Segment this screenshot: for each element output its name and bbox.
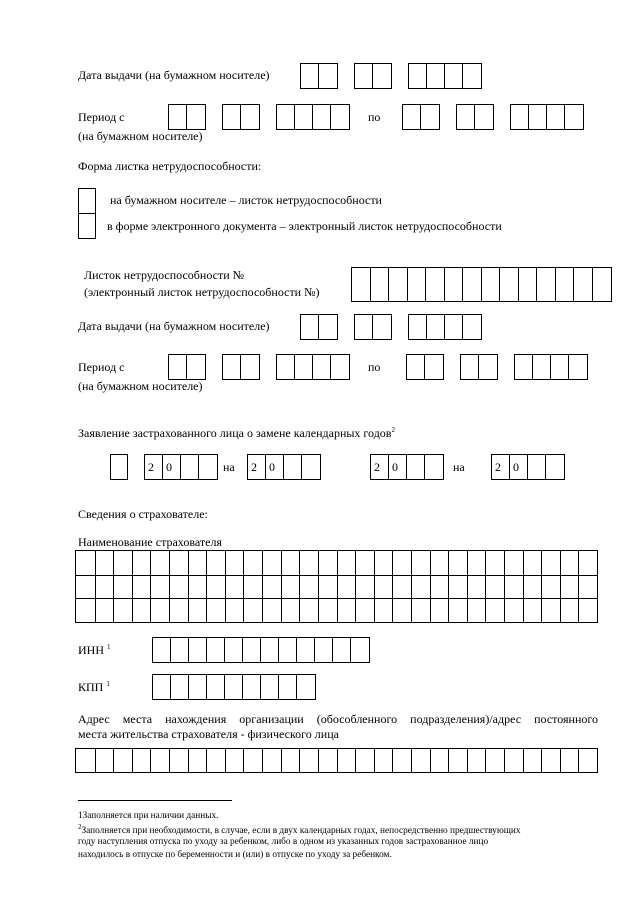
grid-column-line bbox=[523, 551, 524, 622]
grid-column-line bbox=[578, 749, 579, 772]
grid-column-line bbox=[150, 551, 151, 622]
grid-column-line bbox=[560, 749, 561, 772]
grid-column-line bbox=[113, 749, 114, 772]
grid-column-line bbox=[337, 551, 338, 622]
grid-column-line bbox=[281, 749, 282, 772]
grid-column-line bbox=[374, 749, 375, 772]
grid-column-line bbox=[578, 551, 579, 622]
address-label-line-1: Адрес места нахождения организации (обособленного подразделения)/адрес постоянного bbox=[78, 712, 598, 726]
grid-column-line bbox=[504, 551, 505, 622]
address-field[interactable] bbox=[75, 748, 598, 773]
grid-column-line bbox=[541, 749, 542, 772]
grid-column-line bbox=[430, 749, 431, 772]
grid-column-line bbox=[169, 749, 170, 772]
grid-column-line bbox=[281, 551, 282, 622]
year-3-digit-1: 2 bbox=[371, 455, 389, 479]
sheet-period-to-year-field[interactable] bbox=[514, 354, 588, 380]
address-label-line-2: места жительства страхователя - физического лица bbox=[78, 727, 339, 741]
inn-label-text: ИНН bbox=[78, 643, 104, 657]
year-3-field[interactable] bbox=[370, 454, 444, 480]
footnote-divider bbox=[78, 800, 232, 801]
grid-column-line bbox=[392, 749, 393, 772]
inn-label bbox=[78, 643, 111, 658]
kpp-label-text: КПП bbox=[78, 680, 104, 694]
sheet-period-note: (на бумажном носителе) bbox=[78, 379, 203, 393]
grid-column-line bbox=[243, 551, 244, 622]
grid-column-line bbox=[467, 551, 468, 622]
grid-column-line bbox=[132, 749, 133, 772]
option-electronic-checkbox[interactable] bbox=[78, 213, 96, 239]
issue-date-label: Дата выдачи (на бумажном носителе) bbox=[78, 68, 270, 82]
sheet-number-sublabel: (электронный листок нетрудоспособности №) bbox=[84, 285, 320, 299]
period-from-label: Период с bbox=[78, 110, 125, 124]
grid-column-line bbox=[243, 749, 244, 772]
on-label-2: на bbox=[453, 460, 465, 474]
grid-column-line bbox=[411, 749, 412, 772]
grid-column-line bbox=[560, 551, 561, 622]
sheet-issue-date-label: Дата выдачи (на бумажном носителе) bbox=[78, 319, 270, 333]
year-4-field[interactable] bbox=[491, 454, 565, 480]
year-2-field[interactable] bbox=[247, 454, 321, 480]
period-from-day-field[interactable] bbox=[168, 104, 206, 130]
grid-column-line bbox=[523, 749, 524, 772]
footnote-mark-2: 2 bbox=[391, 426, 395, 434]
year-2-digit-1: 2 bbox=[248, 455, 266, 479]
form-type-title: Форма листка нетрудоспособности: bbox=[78, 159, 262, 173]
grid-column-line bbox=[206, 551, 207, 622]
grid-column-line bbox=[318, 551, 319, 622]
grid-column-line bbox=[541, 551, 542, 622]
grid-column-line bbox=[95, 551, 96, 622]
sheet-number-label: Листок нетрудоспособности № bbox=[84, 268, 245, 282]
grid-column-line bbox=[95, 749, 96, 772]
period-from-year-field[interactable] bbox=[276, 104, 350, 130]
replacement-title bbox=[78, 426, 395, 441]
year-4-digit-1: 2 bbox=[492, 455, 510, 479]
year-1-field[interactable] bbox=[144, 454, 218, 480]
issue-year-field[interactable] bbox=[408, 63, 482, 89]
footnote-2-line-1-text: Заполняется при необходимости, в случае, если в двух календарных годах, непосредственно предшествующих bbox=[81, 826, 521, 837]
sheet-period-from-day-field[interactable] bbox=[168, 354, 206, 380]
sheet-period-from-year-field[interactable] bbox=[276, 354, 350, 380]
sheet-number-field[interactable] bbox=[351, 267, 612, 302]
grid-column-line bbox=[485, 749, 486, 772]
period-to-label: по bbox=[368, 110, 381, 124]
kpp-field[interactable] bbox=[152, 674, 316, 700]
insurer-name-label: Наименование страхователя bbox=[78, 535, 222, 549]
sheet-issue-year-field[interactable] bbox=[408, 314, 482, 340]
sheet-period-from-month-field[interactable] bbox=[222, 354, 260, 380]
grid-column-line bbox=[355, 551, 356, 622]
grid-column-line bbox=[169, 551, 170, 622]
period-from-month-field[interactable] bbox=[222, 104, 260, 130]
grid-column-line bbox=[430, 551, 431, 622]
insurer-title: Сведения о страхователе: bbox=[78, 507, 208, 521]
year-2-digit-2: 0 bbox=[266, 455, 284, 479]
option-paper-label: на бумажном носителе – листок нетрудоспособности bbox=[110, 193, 382, 207]
grid-column-line bbox=[374, 551, 375, 622]
inn-field[interactable] bbox=[152, 637, 370, 663]
grid-column-line bbox=[318, 749, 319, 772]
period-to-year-field[interactable] bbox=[510, 104, 584, 130]
grid-column-line bbox=[485, 551, 486, 622]
year-1-digit-1: 2 bbox=[145, 455, 163, 479]
sheet-period-to-label: по bbox=[368, 360, 381, 374]
grid-column-line bbox=[392, 551, 393, 622]
replacement-title-text: Заявление застрахованного лица о замене календарных годов bbox=[78, 426, 392, 440]
footnote-2-mark: 2 bbox=[78, 823, 82, 831]
grid-column-line bbox=[150, 749, 151, 772]
footnote-1: 1Заполняется при наличии данных. bbox=[78, 811, 219, 821]
grid-column-line bbox=[299, 551, 300, 622]
grid-column-line bbox=[448, 551, 449, 622]
sheet-issue-day-field[interactable] bbox=[300, 314, 338, 340]
grid-row-line bbox=[76, 575, 597, 576]
grid-column-line bbox=[337, 749, 338, 772]
grid-column-line bbox=[504, 749, 505, 772]
grid-column-line bbox=[355, 749, 356, 772]
sheet-issue-month-field[interactable] bbox=[354, 314, 392, 340]
sheet-period-to-month-field[interactable] bbox=[460, 354, 498, 380]
year-4-digit-2: 0 bbox=[510, 455, 528, 479]
option-electronic-label: в форме электронного документа – электронный листок нетрудоспособности bbox=[107, 219, 502, 233]
grid-column-line bbox=[206, 749, 207, 772]
issue-month-field[interactable] bbox=[354, 63, 392, 89]
grid-column-line bbox=[225, 749, 226, 772]
on-label-1: на bbox=[223, 460, 235, 474]
grid-column-line bbox=[113, 551, 114, 622]
footnote-2-line-3: находилось в отпуске по беременности и (или) в отпуске по уходу за ребенком. bbox=[78, 850, 392, 860]
grid-column-line bbox=[299, 749, 300, 772]
kpp-footnote-mark: 1 bbox=[106, 680, 110, 688]
grid-column-line bbox=[262, 749, 263, 772]
option-paper-checkbox[interactable] bbox=[78, 188, 96, 214]
issue-day-field[interactable] bbox=[300, 63, 338, 89]
grid-column-line bbox=[132, 551, 133, 622]
sheet-period-from-label: Период с bbox=[78, 360, 125, 374]
grid-column-line bbox=[448, 749, 449, 772]
grid-column-line bbox=[225, 551, 226, 622]
period-note: (на бумажном носителе) bbox=[78, 129, 203, 143]
grid-column-line bbox=[188, 551, 189, 622]
replacement-checkbox[interactable] bbox=[110, 454, 128, 480]
sheet-period-to-day-field[interactable] bbox=[406, 354, 444, 380]
period-to-day-field[interactable] bbox=[402, 104, 440, 130]
year-3-digit-2: 0 bbox=[389, 455, 407, 479]
footnote-2-line-2: году наступления отпуска по уходу за ребенком, либо в одном из указанных годов застрахованное лицо bbox=[78, 837, 489, 847]
year-1-digit-2: 0 bbox=[163, 455, 181, 479]
grid-column-line bbox=[467, 749, 468, 772]
grid-column-line bbox=[262, 551, 263, 622]
insurer-name-field[interactable] bbox=[75, 550, 598, 623]
kpp-label bbox=[78, 680, 110, 695]
inn-footnote-mark: 1 bbox=[107, 643, 111, 651]
grid-column-line bbox=[188, 749, 189, 772]
grid-row-line bbox=[76, 598, 597, 599]
period-to-month-field[interactable] bbox=[456, 104, 494, 130]
grid-column-line bbox=[411, 551, 412, 622]
